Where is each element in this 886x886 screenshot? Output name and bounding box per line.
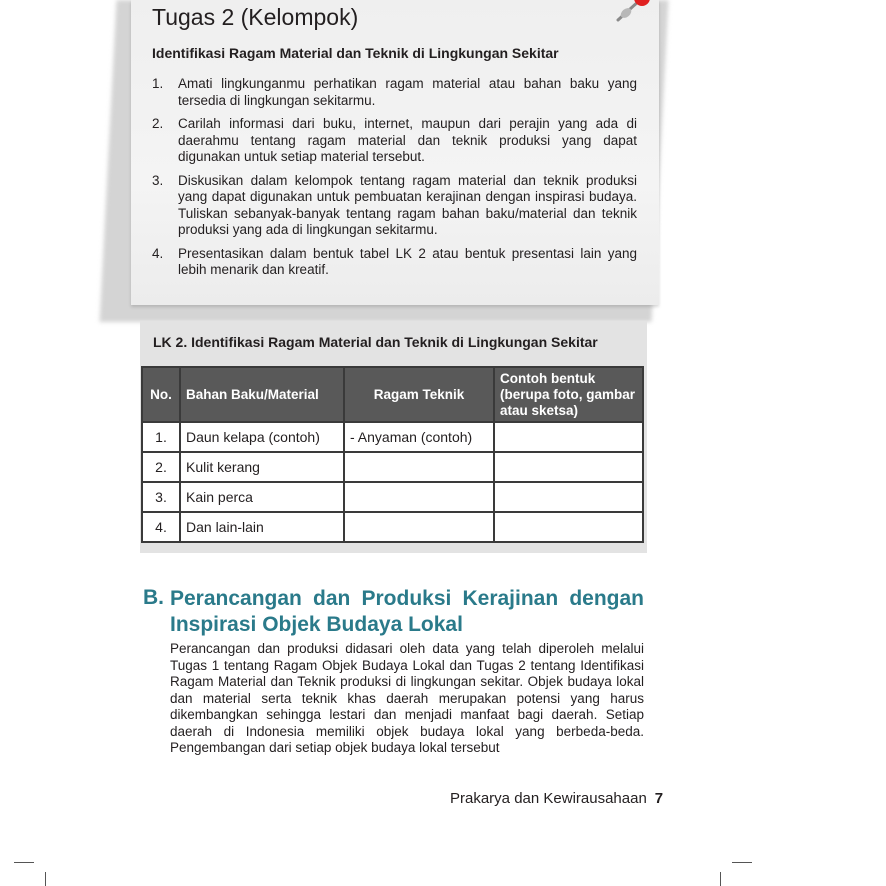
cell-teknik: - Anyaman (contoh) [344, 422, 494, 452]
list-item [152, 246, 637, 279]
cell-contoh [494, 512, 643, 542]
worksheet-title: LK 2. Identifikasi Ragam Material dan Teknik di Lingkungan Sekitar [153, 334, 598, 350]
push-pin-icon [610, 0, 660, 28]
table-header-row [142, 367, 643, 422]
step-number: 3. [152, 172, 164, 188]
cell-material: Dan lain-lain [180, 512, 344, 542]
page-number: 7 [654, 790, 664, 807]
cell-no: 4. [142, 512, 180, 542]
table-row [142, 512, 643, 542]
cell-material: Kain perca [180, 482, 344, 512]
task-subtitle: Identifikasi Ragam Material dan Teknik di Lingkungan Sekitar [152, 45, 559, 61]
cell-teknik [344, 482, 494, 512]
task-title: Tugas 2 (Kelompok) [152, 4, 359, 30]
table-row [142, 482, 643, 512]
table-row [142, 452, 643, 482]
crop-mark-left-v [45, 872, 46, 886]
step-text: Diskusikan dalam kelompok tentang ragam material dan teknik produksi yang dapat digunakan untuk pembuatan kerajinan dengan inspirasi budaya. Tuliskan sebanyak-banyak tentang ragam bahan baku/material dan teknik produksi yang ada di lingkungan sekitarmu. [178, 172, 637, 237]
step-number: 2. [152, 116, 164, 131]
list-item [152, 173, 637, 239]
section-title: Perancangan dan Produksi Kerajinan dengan Inspirasi Objek Budaya Lokal [170, 587, 644, 636]
cell-no: 2. [142, 452, 180, 482]
crop-mark-right-v [720, 872, 721, 886]
list-item [152, 116, 637, 166]
cell-teknik [344, 512, 494, 542]
header-teknik: Ragam Teknik [344, 367, 494, 422]
list-item [152, 76, 637, 109]
step-text: Carilah informasi dari buku, internet, maupun dari perajin yang ada di daerahmu tentang ragam material dan teknik produksi yang dapat digunakan untuk setiap material tersebut. [178, 116, 637, 164]
cell-material: Daun kelapa (contoh) [180, 422, 344, 452]
step-text: Amati lingkunganmu perhatikan ragam material atau bahan baku yang tersedia di lingkungan sekitarmu. [178, 76, 637, 108]
cell-teknik [344, 452, 494, 482]
cell-contoh [494, 452, 643, 482]
cell-material: Kulit kerang [180, 452, 344, 482]
table-row [142, 422, 643, 452]
cell-contoh [494, 422, 643, 452]
step-number: 4. [152, 245, 164, 261]
cell-contoh [494, 482, 643, 512]
cell-no: 1. [142, 422, 180, 452]
crop-mark-right-h [732, 862, 752, 863]
step-number: 1. [152, 76, 164, 91]
section-letter: B. [143, 586, 164, 609]
worksheet-table [141, 366, 644, 543]
section-body: Perancangan dan produksi didasari oleh data yang telah diperoleh melalui Tugas 1 tentang Ragam Objek Budaya Lokal dan Tugas 2 tentang Identifikasi Ragam Material dan Teknik produksi di lingkungan sekitar. Objek budaya lokal dan material serta teknik khas daerah merupakan potensi yang harus dikembangkan sehingga lestari dan menjadi manfaat bagi daerah. Setiap daerah di Indonesia memiliki objek budaya lokal yang berbeda-beda. Pengembangan dari setiap objek budaya lokal tersebut [170, 641, 644, 755]
header-material: Bahan Baku/Material [180, 367, 344, 422]
step-text: Presentasikan dalam bentuk tabel LK 2 atau bentuk presentasi lain yang lebih menarik dan kreatif. [178, 245, 637, 277]
header-contoh: Contoh bentuk (berupa foto, gambar atau sketsa) [494, 367, 643, 422]
book-title: Prakarya dan Kewirausahaan [450, 790, 647, 807]
task-steps-list [152, 76, 637, 286]
crop-mark-left-h [14, 862, 34, 863]
cell-no: 3. [142, 482, 180, 512]
page-footer [450, 790, 663, 807]
header-no: No. [142, 367, 180, 422]
